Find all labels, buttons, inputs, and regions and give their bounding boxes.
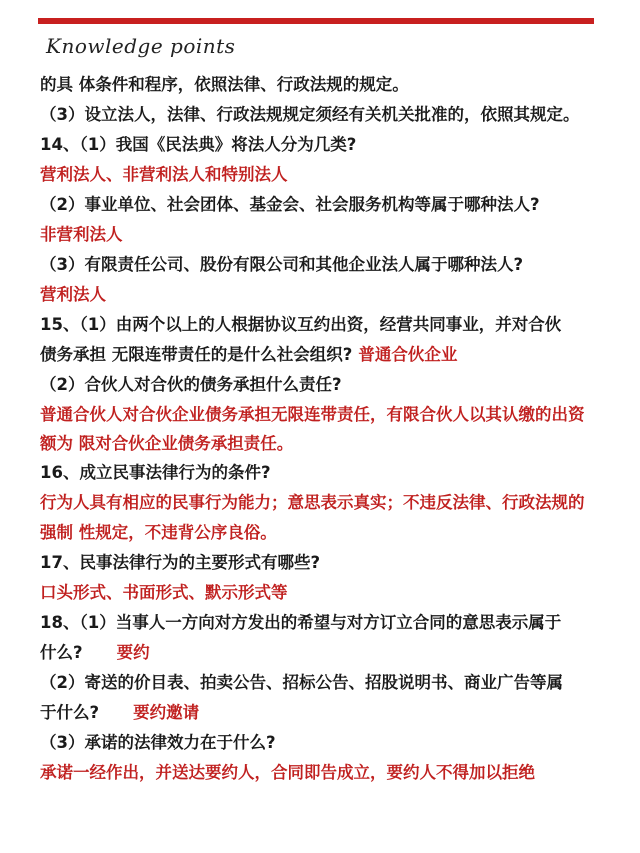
question-line (40, 638, 610, 668)
question-line: 18、（1）当事人一方向对方发出的希望与对方订立合同的意思表示属于 (40, 613, 562, 632)
question-line: （3）有限责任公司、股份有限公司和其他企业法人属于哪种法人? (40, 255, 524, 274)
answer-line: 营利法人 (40, 285, 106, 304)
question-line: 14、（1）我国《民法典》将法人分为几类? (40, 135, 357, 154)
answer-line: 非营利法人 (40, 225, 123, 244)
question-line: 17、民事法律行为的主要形式有哪些? (40, 553, 321, 572)
inline-answer: 要约邀请 (133, 703, 200, 722)
question-line: （2）寄送的价目表、拍卖公告、招标公告、招股说明书、商业广告等属 (40, 673, 563, 692)
question-text: 于什么? (40, 703, 100, 722)
question-line: （2）合伙人对合伙的债务承担什么责任? (40, 375, 342, 394)
text-line: （3）设立法人，法律、行政法规规定须经有关机关批准的，依照其规定。 (40, 105, 580, 124)
answer-line: 行为人具有相应的民事行为能力；意思表示真实；不违反法律、行政法规的 (40, 493, 585, 512)
question-text: 债务承担 无限连带责任的是什么社会组织? (40, 345, 353, 364)
header-title: Knowledge points (46, 34, 236, 58)
text-line: 的具 体条件和程序，依照法律、行政法规的规定。 (40, 75, 409, 94)
question-line: （2）事业单位、社会团体、基金会、社会服务机构等属于哪种法人? (40, 195, 540, 214)
question-line: （3）承诺的法律效力在于什么? (40, 733, 276, 752)
inline-answer: 普通合伙企业 (358, 345, 458, 364)
answer-line: 强制 性规定，不违背公序良俗。 (40, 523, 277, 542)
question-line (40, 698, 610, 728)
answer-line: 口头形式、书面形式、默示形式等 (40, 583, 288, 602)
question-text: 什么? (40, 643, 83, 662)
top-accent-bar (38, 18, 594, 24)
answer-line: 营利法人、非营利法人和特别法人 (40, 165, 288, 184)
answer-line: 额为 限对合伙企业债务承担责任。 (40, 434, 294, 453)
inline-answer: 要约 (116, 643, 150, 662)
answer-line: 普通合伙人对合伙企业债务承担无限连带责任，有限合伙人以其认缴的出资 (40, 405, 585, 424)
content (40, 70, 610, 788)
question-line: 15、（1）由两个以上的人根据协议互约出资，经营共同事业，并对合伙 (40, 315, 562, 334)
answer-line: 承诺一经作出，并送达要约人，合同即告成立，要约人不得加以拒绝 (40, 763, 535, 782)
question-line: 16、成立民事法律行为的条件? (40, 463, 271, 482)
question-line (40, 340, 610, 370)
